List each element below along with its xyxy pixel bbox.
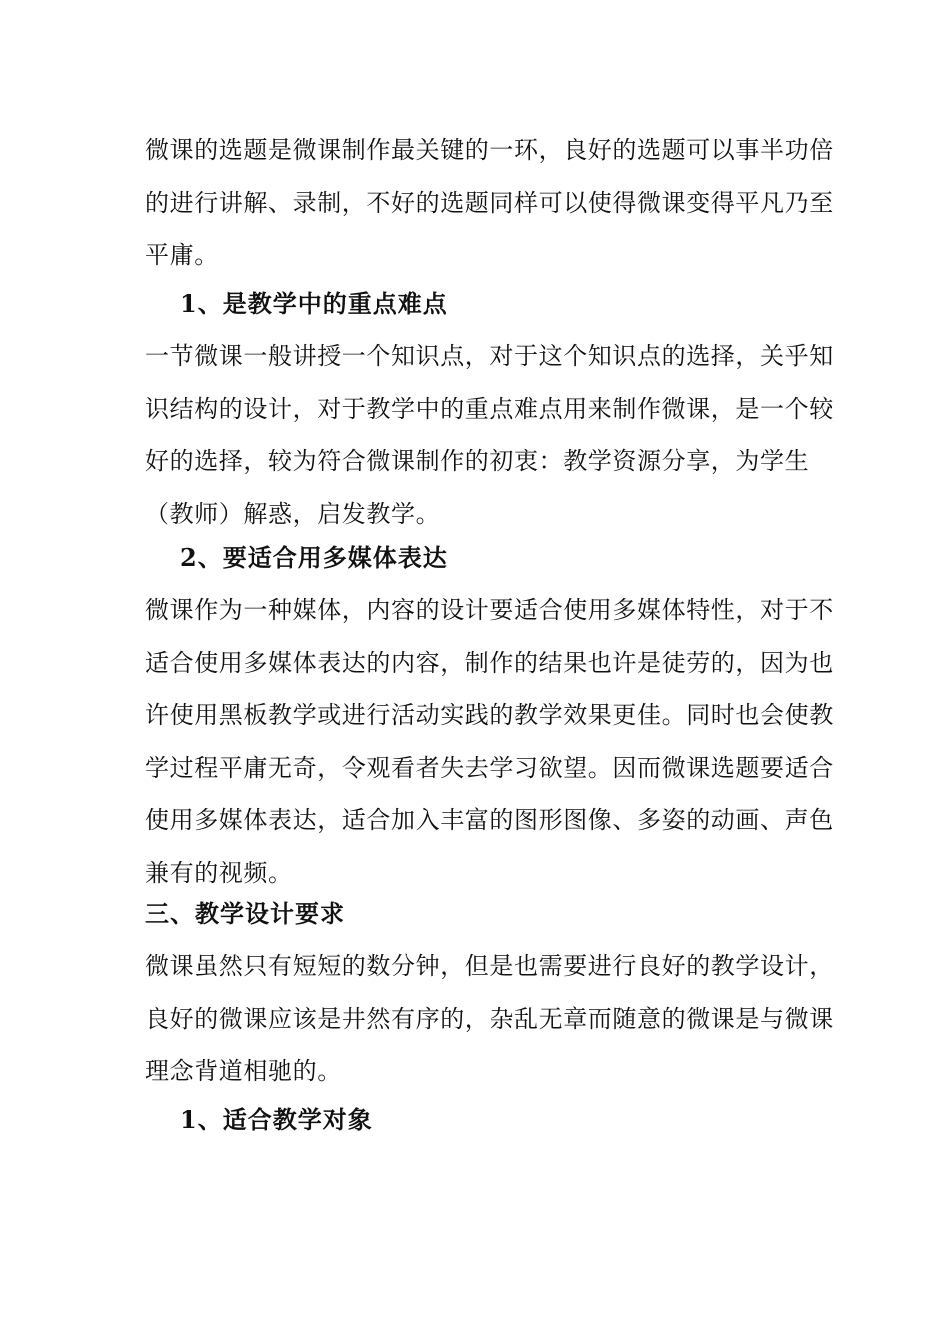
- paragraph-multimedia-media: 微课作为一种媒体，内容的设计要适合使用多媒体特性，对于不适合使用多媒体表达的内容，制作的结果也许是徒劳的，因为也许使用黑板教学或进行活动实践的教学效果更佳。同时也会使教学过程平庸无奇，令观看者失去学习欲望。因而微课选题要适合使用多媒体表达，适合加入丰富的图形图像、多姿的动画、声色兼有的视频。: [145, 596, 834, 887]
- heading-teaching-design-requirements: 三、教学设计要求: [145, 899, 345, 928]
- heading-multimedia-expression: 2、要适合用多媒体表达: [180, 543, 448, 572]
- paragraph-teaching-design: 微课虽然只有短短的数分钟，但是也需要进行良好的教学设计，良好的微课应该是井然有序的，杂乱无章而随意的微课是与微课理念背道相驰的。: [145, 952, 834, 1085]
- paragraph-knowledge-point: 一节微课一般讲授一个知识点，对于这个知识点的选择，关乎知识结构的设计，对于教学中的重点难点用来制作微课，是一个较好的选择，较为符合微课制作的初衷：教学资源分享，为学生（教师）解惑，启发教学。: [145, 342, 834, 528]
- paragraph-topic-selection: 微课的选题是微课制作最关键的一环，良好的选题可以事半功倍的进行讲解、录制，不好的选题同样可以使得微课变得平凡乃至平庸。: [145, 136, 834, 269]
- heading-suit-teaching-object: 1、适合教学对象: [180, 1105, 373, 1134]
- heading-key-difficult-points: 1、是教学中的重点难点: [180, 289, 448, 318]
